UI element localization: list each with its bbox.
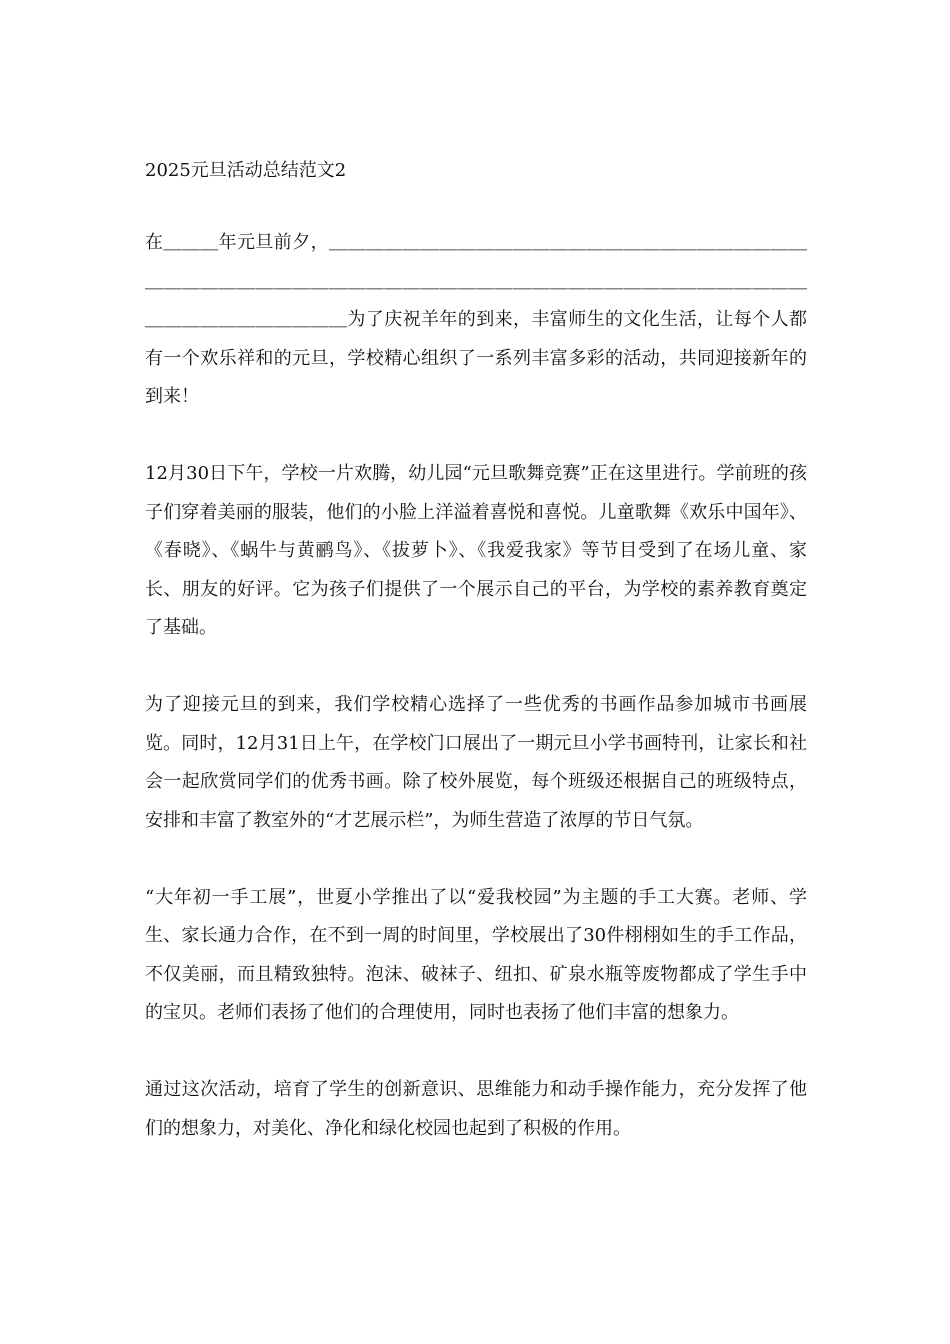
paragraph-handicraft-show: “大年初一手工展”，世夏小学推出了以“爱我校园”为主题的手工大赛。老师、学生、家长通力合作，在不到一周的时间里，学校展出了30件栩栩如生的手工作品，不仅美丽，而且精致独特。泡沫、破袜子、纽扣、矿泉水瓶等废物都成了学生手中的宝贝。老师们表扬了他们的合理使用，同时也表扬了他们丰富的想象力。	[145, 886, 807, 1023]
paragraph-dance-contest: 12月30日下午，学校一片欢腾，幼儿园“元旦歌舞竞赛”正在这里进行。学前班的孩子们穿着美丽的服装，他们的小脸上洋溢着喜悦和喜悦。儿童歌舞《欢乐中国年》、《春晓》、《蜗牛与黄鹂鸟》、《拔萝卜》、《我爱我家》等节目受到了在场儿童、家长、朋友的好评。它为孩子们提供了一个展示自己的平台，为学校的素养教育奠定了基础。	[145, 463, 807, 638]
document-body	[145, 224, 807, 1187]
paragraph-intro: 在＿＿＿年元旦前夕，＿＿＿＿＿＿＿＿＿＿＿＿＿＿＿＿＿＿＿＿＿＿＿＿＿＿＿＿＿＿＿＿＿＿＿＿＿＿＿＿＿＿＿＿＿＿＿＿＿＿＿＿＿＿＿＿＿＿＿＿＿＿＿＿＿＿＿＿＿＿＿＿＿为了庆祝羊年的到来，丰富师生的文化生活，让每个人都有一个欢乐祥和的元旦，学校精心组织了一系列丰富多彩的活动，共同迎接新年的到来！	[145, 232, 807, 407]
paragraph-calligraphy-exhibition: 为了迎接元旦的到来，我们学校精心选择了一些优秀的书画作品参加城市书画展览。同时，12月31日上午，在学校门口展出了一期元旦小学书画特刊，让家长和社会一起欣赏同学们的优秀书画。除了校外展览，每个班级还根据自己的班级特点，安排和丰富了教室外的“才艺展示栏”，为师生营造了浓厚的节日气氛。	[145, 694, 807, 831]
document-title: 2025元旦活动总结范文2	[145, 160, 347, 181]
paragraph-conclusion: 通过这次活动，培育了学生的创新意识、思维能力和动手操作能力，充分发挥了他们的想象力，对美化、净化和绿化校园也起到了积极的作用。	[145, 1079, 807, 1139]
